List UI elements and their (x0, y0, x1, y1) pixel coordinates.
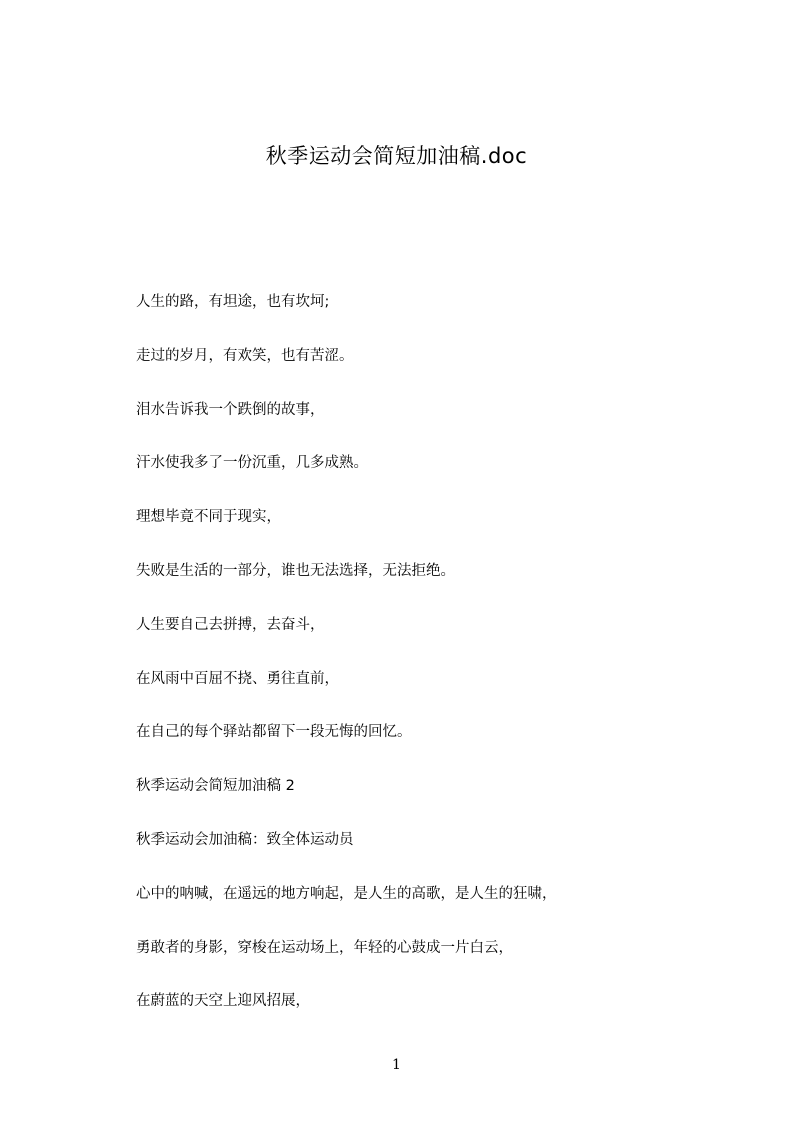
body-line: 走过的岁月，有欢笑，也有苦涩。 (136, 347, 354, 364)
body-line: 在蔚蓝的天空上迎风招展， (136, 993, 310, 1010)
body-line: 勇敢者的身影，穿梭在运动场上，年轻的心鼓成一片白云， (136, 939, 513, 956)
section-subtitle: 秋季运动会加油稿：致全体运动员 (136, 831, 354, 848)
page-number: 1 (392, 1057, 401, 1073)
body-line: 在风雨中百屈不挠、勇往直前， (136, 670, 339, 687)
body-line: 心中的呐喊，在遥远的地方响起，是人生的高歌，是人生的狂啸， (136, 885, 557, 902)
section-heading: 秋季运动会简短加油稿 2 (136, 778, 295, 795)
body-line: 泪水告诉我一个跌倒的故事， (136, 401, 325, 418)
document-body (136, 290, 696, 1043)
document-title: 秋季运动会简短加油稿.doc (265, 144, 528, 168)
body-line: 失败是生活的一部分，谁也无法选择，无法拒绝。 (136, 562, 455, 579)
body-line: 汗水使我多了一份沉重，几多成熟。 (136, 455, 368, 472)
body-line: 在自己的每个驿站都留下一段无悔的回忆。 (136, 724, 412, 741)
body-line: 理想毕竟不同于现实， (136, 509, 281, 526)
body-line: 人生的路，有坦途，也有坎坷; (136, 294, 330, 310)
body-line: 人生要自己去拼搏，去奋斗， (136, 616, 325, 633)
